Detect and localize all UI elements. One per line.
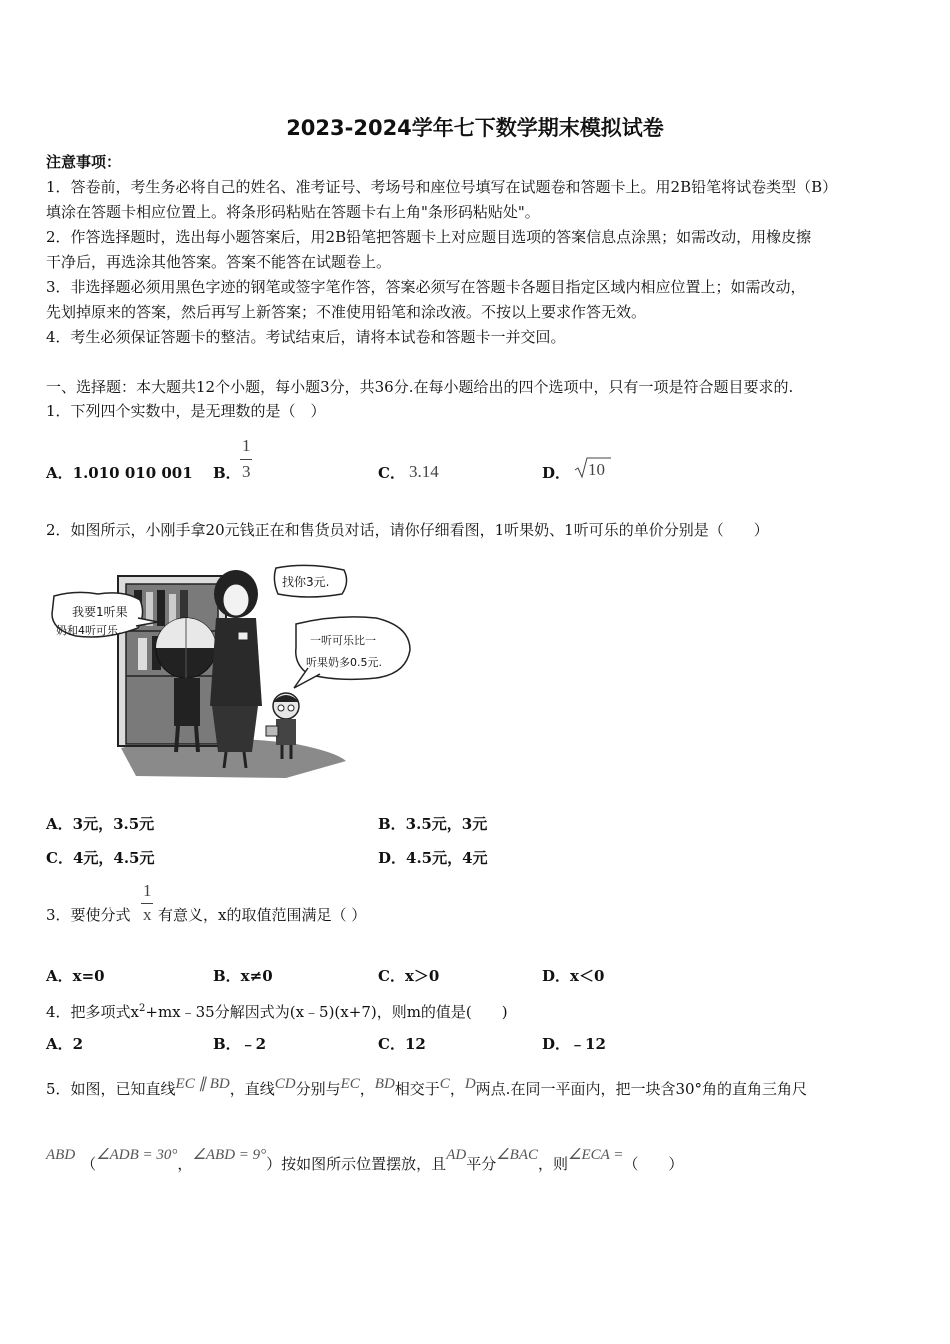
q3-numerator: 1 [143,881,152,900]
q2-illustration [46,556,411,788]
q1-d-radicand: 10 [588,460,605,479]
q3-option-d: D．x＜0 [542,967,605,985]
q5-text: 分别与 [295,1080,341,1098]
q5-math: EC ∥ BD [175,1076,230,1092]
q5-math: C [439,1076,450,1092]
page-title: 2023-2024学年七下数学期末模拟试卷 [286,116,664,140]
q3-stem-post: 有意义，x的取值范围满足（ ） [158,906,367,924]
bubble-left-line1: 我要1听果 [72,605,128,619]
q5-text: ，直线 [229,1080,275,1098]
shop-scene-illustration [46,556,411,788]
q1-b-denominator: 3 [242,462,251,481]
q5-math: BD [374,1076,395,1092]
q5-math: AD [446,1147,467,1163]
fraction-bar [141,903,153,904]
q1-stem: 1．下列四个实数中，是无理数的是（ ） [46,402,326,420]
q3-option-b: B．x≠0 [213,967,273,985]
bubble-top-text: 找你3元. [282,575,330,589]
notice-line: 1．答卷前，考生务必将自己的姓名、准考证号、考场号和座位号填写在试题卷和答题卡上。用2B铅笔将试卷类型（B） [46,178,838,196]
q2-stem: 2．如图所示，小刚手拿20元钱正在和售货员对话，请你仔细看图，1听果奶、1听可乐的单价分别是（ ） [46,521,769,539]
notice-line: 4．考生必须保证答题卡的整洁。考试结束后，请将本试卷和答题卡一并交回。 [46,328,566,346]
notice-line: 3．非选择题必须用黑色字迹的钢笔或签字笔作答，答案必须写在答题卡各题目指定区域内相应位置上；如需改动， [46,278,806,296]
notice-line: 先划掉原来的答案，然后再写上新答案；不准使用铅笔和涂改液。不按以上要求作答无效。 [46,303,647,321]
q1-b-numerator: 1 [242,436,251,455]
q2-option-c: C．4元，4.5元 [46,849,155,867]
q4-option-c: C．12 [378,1035,426,1053]
q1-option-d: D． [542,464,571,482]
q5-text: （ [81,1155,97,1173]
q1-option-a: A．1.010 010 001 [46,464,193,482]
q5-text: ，则 [537,1155,568,1173]
q4-option-d: D．﹣12 [542,1035,606,1053]
q5-math: CD [274,1076,296,1092]
q5-math: ∠ADB = 30° [96,1147,178,1163]
q5-math: ∠BAC [496,1147,538,1163]
q5-text: ， [449,1080,465,1098]
q5-text: 平分 [466,1155,497,1173]
q2-option-b: B．3.5元，3元 [378,815,488,833]
q5-line-1 [46,1076,808,1099]
notice-line: 干净后，再选涂其他答案。答案不能答在试题卷上。 [46,253,392,271]
q4-exponent: 2 [139,1003,146,1014]
fraction-bar [240,459,252,460]
bubble-right-line2: 听果奶多0.5元. [306,656,382,669]
q5-text: ， [177,1155,193,1173]
q2-option-a: A．3元，3.5元 [46,815,155,833]
q5-text: 两点.在同一平面内，把一块含30°角的直角三角尺 [475,1080,808,1098]
q5-line-2 [46,1147,684,1174]
q5-text: 相交于 [394,1080,440,1098]
section-heading: 一、选择题：本大题共12个小题，每小题3分，共36分.在每小题给出的四个选项中，只有一项是符合题目要求的. [46,378,794,396]
q4-stem-pre: 4．把多项式x [46,1003,140,1021]
q4-option-a: A．2 [46,1035,84,1053]
q3-option-a: A．x=0 [46,967,105,985]
q5-math: EC [340,1076,360,1092]
q2-option-d: D．4.5元，4元 [378,849,488,867]
bubble-right-line1: 一听可乐比一 [310,634,376,647]
bubble-left-line2: 奶和4听可乐. [56,624,122,637]
q5-math: D [464,1076,476,1092]
q1-c-value: 3.14 [409,462,439,481]
q3-stem-pre: 3．要使分式 [46,906,131,924]
q5-text: （ ） [623,1155,684,1173]
notice-heading: 注意事项： [46,153,122,171]
notice-line: 填涂在答题卡相应位置上。将条形码粘贴在答题卡右上角"条形码粘贴处"。 [46,203,540,221]
q1-option-b: B． [213,464,241,482]
q5-math: ∠ABD = 9° [192,1147,267,1163]
q5-math: ∠ECA = [568,1147,624,1163]
notice-line: 2．作答选择题时，选出每小题答案后，用2B铅笔把答题卡上对应题目选项的答案信息点涂黑；如需改动，用橡皮擦 [46,228,812,246]
q1-option-c: C． [378,464,405,482]
q5-math: ABD [46,1147,76,1163]
q4-option-b: B．﹣2 [213,1035,267,1053]
q3-option-c: C．x＞0 [378,967,440,985]
q5-text: 5．如图，已知直线 [46,1080,176,1098]
q4-stem-post: +mx﹣35分解因式为(x﹣5)(x+7)，则m的值是( ) [145,1003,508,1021]
q5-text: ）按如图所示位置摆放，且 [266,1155,447,1173]
q5-text: ， [359,1080,375,1098]
q3-denominator: x [143,905,152,924]
q4-stem [46,1000,508,1021]
